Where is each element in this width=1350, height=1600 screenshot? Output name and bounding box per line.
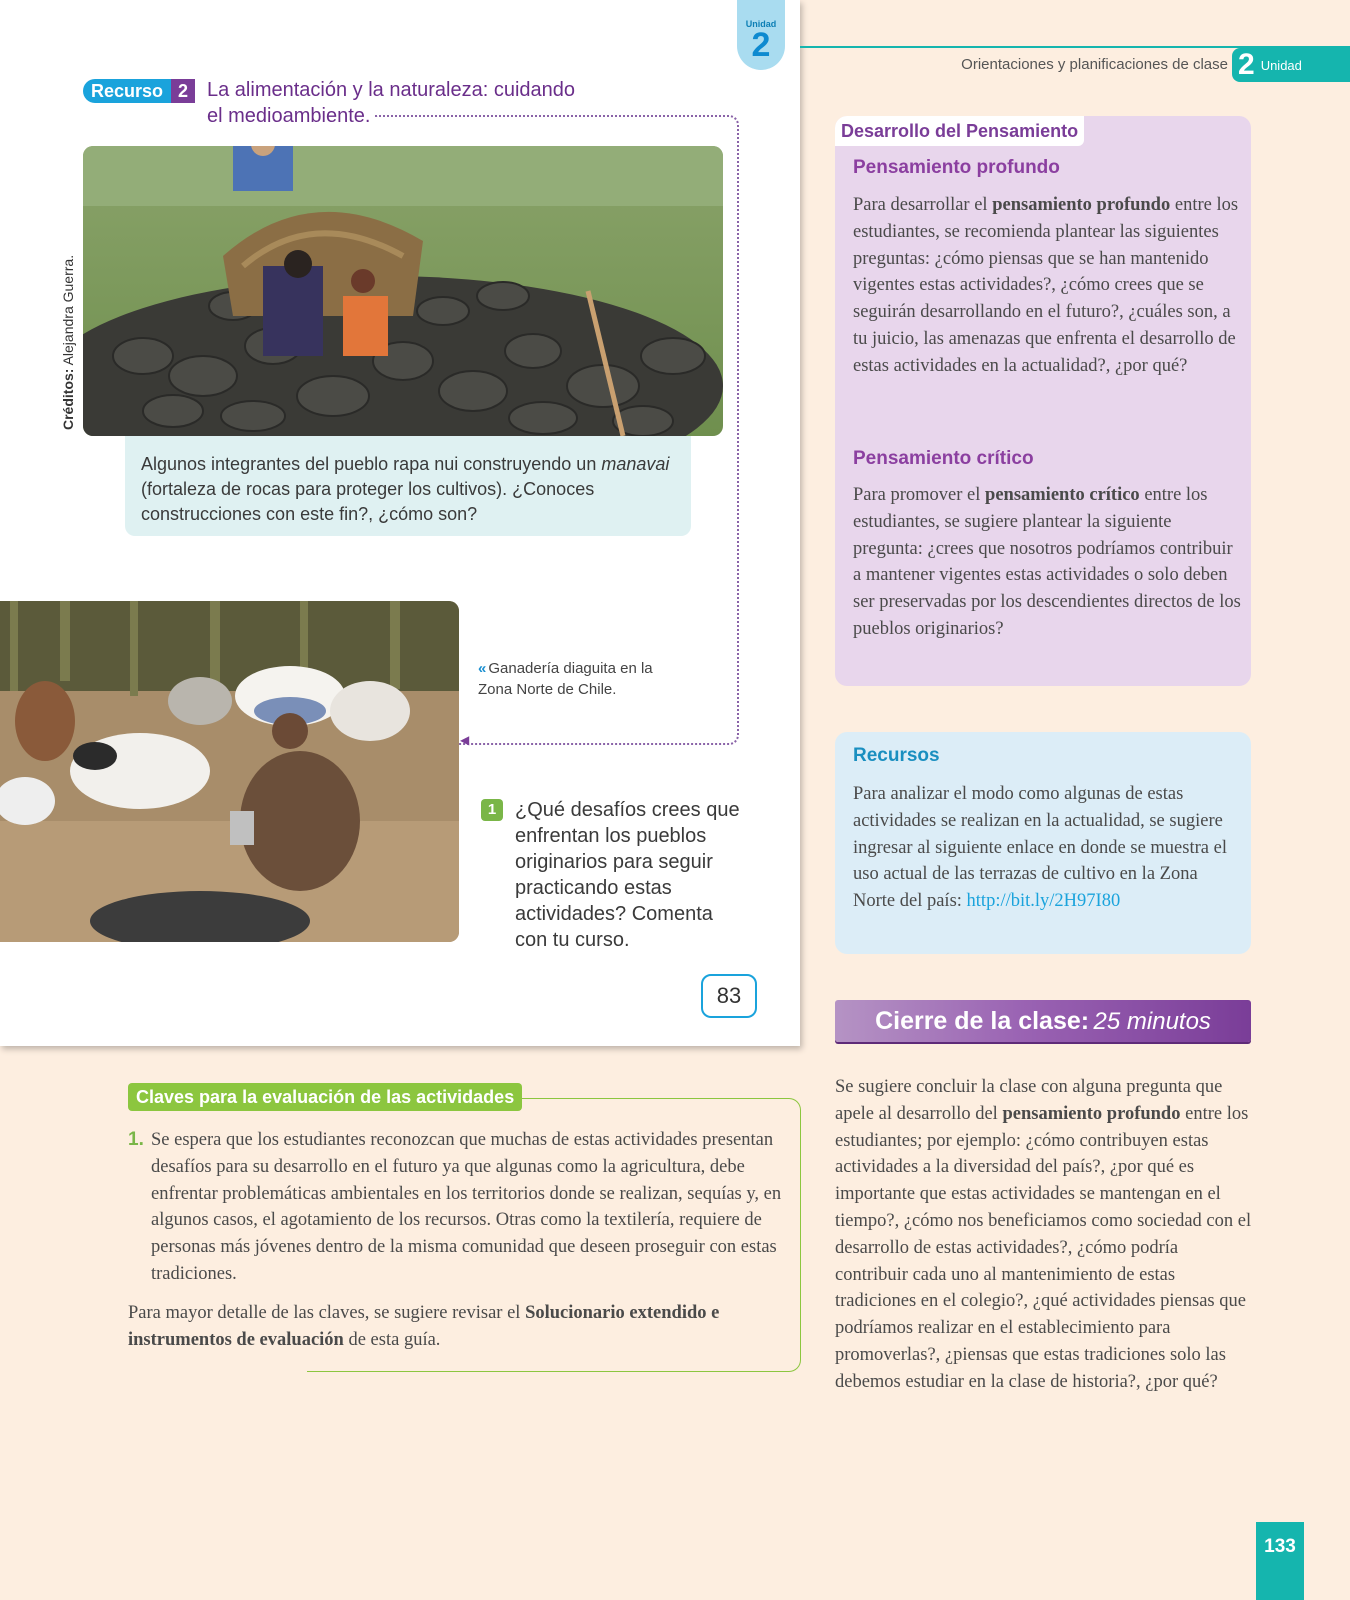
caption-manavai-part1: Algunos integrantes del pueblo rapa nui construyendo un bbox=[141, 454, 602, 474]
claves-note bbox=[128, 1300, 798, 1354]
pensamiento-critico-text bbox=[853, 482, 1243, 643]
caption-manavai-part2: (fortaleza de rocas para proteger los cultivos). ¿Conoces construcciones con este fin?, ¿cómo son? bbox=[141, 479, 595, 524]
recursos-text bbox=[853, 781, 1243, 915]
student-page bbox=[0, 0, 800, 1046]
connector-arrow-icon: ◀ bbox=[460, 733, 470, 747]
pc-post: entre los estudiantes, se sugiere plantear la siguiente pregunta: ¿crees que nosotros podríamos contribuir a mantener vigentes estas actividades o solo deben ser preservadas por los descendientes directos de los pueblos originarios? bbox=[853, 485, 1241, 639]
manavai-photo-illustration bbox=[83, 146, 723, 436]
cierre-bold: pensamiento profundo bbox=[1002, 1103, 1181, 1124]
claves-item-text: Se espera que los estudiantes reconozcan que muchas de estas actividades presentan desafíos para su desarrollo en el futuro ya que algunas como la agricultura, debe enfrentar problemáticas ambientales en los territorios donde se realizan, sequías y, en algunos casos, el agotamiento de los recursos. Otras como la textilería, requiere de personas más jóvenes dentro de la misma comunidad que deseen proseguir con estas tradiciones. bbox=[151, 1130, 782, 1284]
header-unit-label: Unidad bbox=[1260, 57, 1302, 73]
unit-tab bbox=[737, 0, 785, 70]
desarrollo-title: Desarrollo del Pensamiento bbox=[835, 116, 1084, 146]
cierre-banner bbox=[835, 1000, 1251, 1042]
question-number-badge: 1 bbox=[481, 799, 503, 821]
credits-name: Alejandra Guerra. bbox=[60, 254, 76, 366]
caption-goats-text: Ganadería diaguita en la Zona Norte de Chile. bbox=[478, 660, 653, 698]
header-title: Orientaciones y planificaciones de clase bbox=[961, 56, 1228, 73]
cierre-post: entre los estudiantes; por ejemplo: ¿cómo contribuyen estas actividades a la diversidad del país?, ¿por qué es importante que estas actividades se mantengan en el tiempo?, ¿cómo nos beneficiamos como sociedad con el desarrollo de estas actividades?, ¿cómo podría contribuir cada uno al mantenimiento de estas tradiciones en el colegio?, ¿qué actividades piensas que podríamos realizar en el establecimiento para promoverlas?, ¿piensas que estas tradiciones solo las debemos estudiar en la clase de historia?, ¿por qué? bbox=[835, 1103, 1252, 1392]
cierre-pre: Se sugiere concluir la clase con alguna pregunta que apele al desarrollo del bbox=[835, 1077, 1223, 1124]
claves-item-number: 1. bbox=[128, 1129, 144, 1150]
pp-pre: Para desarrollar el bbox=[853, 195, 993, 215]
pp-post: entre los estudiantes, se recomienda plantear las siguientes preguntas: ¿cómo piensas que se han mantenido vigentes estas actividades?, ¿cómo crees que se seguirán desarrollando en el futuro?, ¿cuáles son, a tu juicio, las amenazas que enfrenta el desarrollo de estas actividades en la actualidad?, ¿por qué? bbox=[853, 195, 1239, 376]
student-page-number: 83 bbox=[701, 974, 757, 1018]
pensamiento-critico-heading: Pensamiento crítico bbox=[853, 448, 1034, 469]
resource-title: La alimentación y la naturaleza: cuidando el medioambiente. bbox=[207, 79, 576, 127]
photo-credits bbox=[60, 255, 76, 430]
recursos-link[interactable]: http://bit.ly/2H97I80 bbox=[966, 891, 1121, 912]
page-number: 133 bbox=[1256, 1522, 1304, 1600]
claves-note-post: de esta guía. bbox=[343, 1329, 441, 1350]
pc-bold: pensamiento crítico bbox=[985, 485, 1140, 505]
caption-manavai-italic: manavai bbox=[601, 454, 670, 474]
goats-photo-illustration bbox=[0, 601, 459, 942]
resource-badge-label: Recurso bbox=[83, 79, 171, 103]
header-unit-tab bbox=[1232, 48, 1350, 82]
pensamiento-profundo-heading: Pensamiento profundo bbox=[853, 157, 1060, 178]
credits-label: Créditos: bbox=[60, 368, 76, 430]
caption-manavai bbox=[125, 436, 691, 536]
cierre-label: Cierre de la clase: bbox=[875, 1007, 1090, 1035]
header-unit-number: 2 bbox=[1238, 48, 1255, 81]
resource-badge bbox=[83, 79, 195, 103]
question-text: ¿Qué desafíos crees que enfrentan los pueblos originarios para seguir practicando estas actividades? Comenta con tu curso. bbox=[515, 799, 740, 951]
pc-pre: Para promover el bbox=[853, 485, 986, 505]
unit-tab-number: 2 bbox=[751, 26, 771, 64]
chevron-left-icon: « bbox=[478, 660, 487, 677]
resource-badge-number: 2 bbox=[171, 79, 195, 103]
cierre-text bbox=[835, 1074, 1255, 1396]
cierre-duration: 25 minutos bbox=[1093, 1008, 1211, 1035]
unit-tab-label: Unidad bbox=[745, 19, 777, 29]
photo-manavai-construction bbox=[83, 146, 723, 436]
recursos-body: Para analizar el modo como algunas de estas actividades se realizan en la actualidad, se sugiere ingresar al siguiente enlace en donde se muestra el uso actual de las terrazas de cultivo en la Zona Norte del país: bbox=[853, 784, 1227, 912]
pensamiento-profundo-text bbox=[853, 192, 1243, 380]
claves-note-bold: Solucionario extendido e instrumentos de evaluación bbox=[128, 1303, 720, 1350]
photo-goats-milking bbox=[0, 601, 459, 942]
activity-question bbox=[481, 797, 741, 953]
caption-goats bbox=[478, 658, 688, 700]
recursos-heading: Recursos bbox=[853, 745, 940, 766]
pp-bold: pensamiento profundo bbox=[992, 195, 1171, 215]
claves-title: Claves para la evaluación de las actividades bbox=[128, 1083, 522, 1111]
claves-note-pre: Para mayor detalle de las claves, se sugiere revisar el bbox=[128, 1303, 526, 1323]
claves-item bbox=[128, 1127, 788, 1288]
